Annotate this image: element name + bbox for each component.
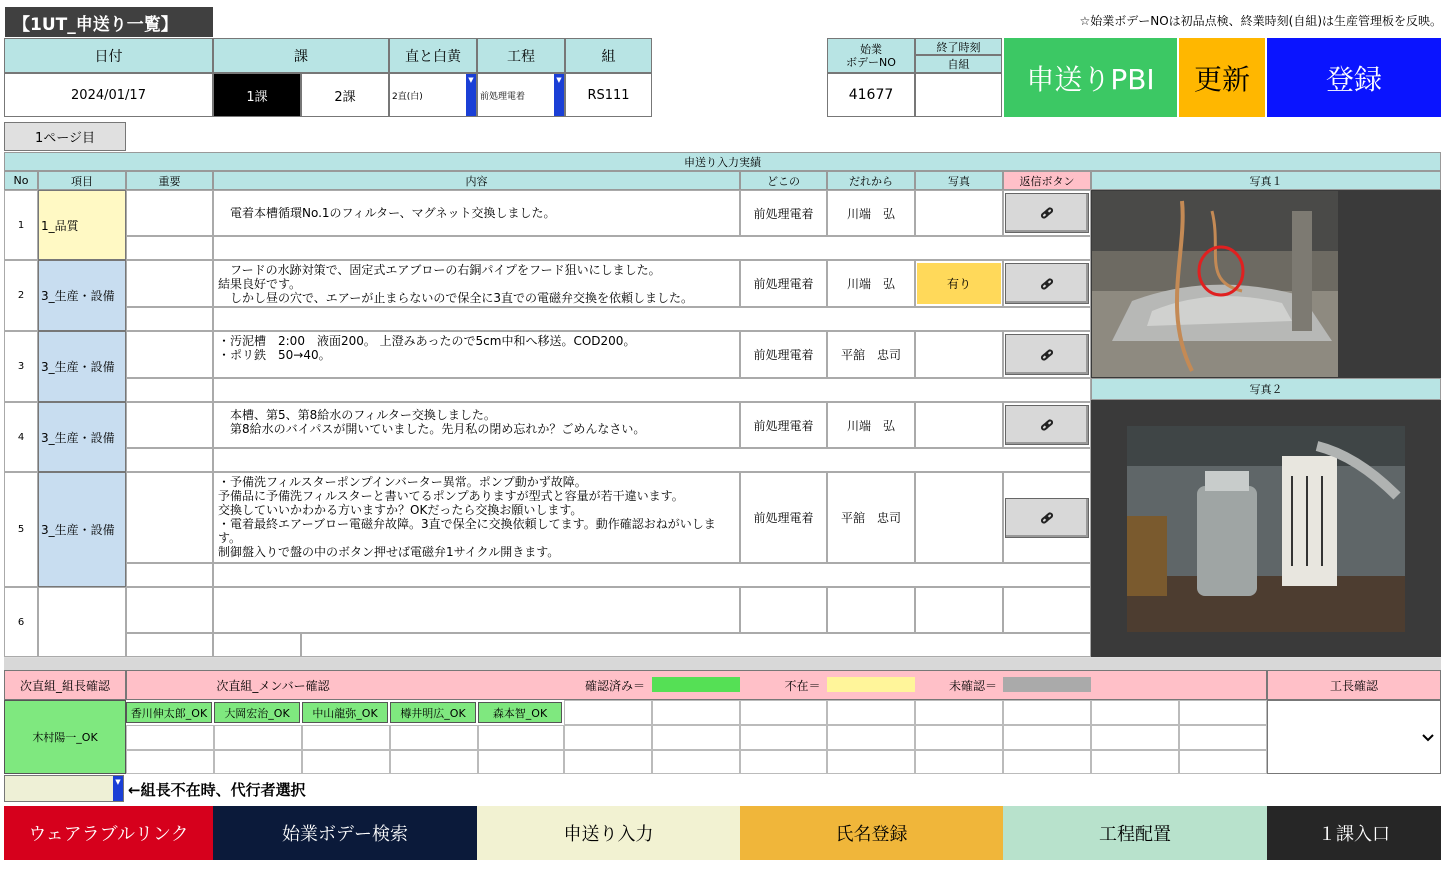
- link-icon: [1039, 510, 1055, 526]
- row-who: 平舘 忠司: [827, 472, 915, 563]
- row-content: 電着本槽循環No.1のフィルター、マグネット交換しました。: [213, 190, 740, 236]
- col-important: 重要: [126, 171, 213, 190]
- reply-button[interactable]: [1005, 193, 1089, 233]
- member-slot[interactable]: [1179, 700, 1267, 725]
- member-chip[interactable]: 森本智_OK: [478, 702, 562, 723]
- row-no: 6: [4, 587, 38, 657]
- nav-ka1-entrance[interactable]: １課入口: [1267, 806, 1441, 860]
- row-content: ・予備洗フィルスターポンプインバーター異常。ポンプ動かず故障。 予備品に予備洗フィルスターと書いてるポンプありますが型式と容量が若干違います。 交換していいかわかる方いますか？OKだったら交換お願いします。 ・電着最終エアーブロー電磁弁故障。3直で保全に交換依頼してます。動作確認おねがいします。 制御盤入りで盤の中のボタン押せば電磁弁1サイクル開きます。: [213, 472, 740, 563]
- member-slot[interactable]: [915, 750, 1003, 774]
- row-important[interactable]: [126, 402, 213, 448]
- member-chip[interactable]: 大岡宏治_OK: [214, 702, 300, 723]
- dropdown-arrow-icon[interactable]: ▼: [554, 74, 564, 116]
- nav-handover-input[interactable]: 申送り入力: [477, 806, 740, 860]
- row-sub-cell: [213, 633, 301, 657]
- member-slot[interactable]: [827, 725, 915, 750]
- row-where: 前処理電着: [740, 190, 827, 236]
- row-who: 平舘 忠司: [827, 331, 915, 378]
- reply-button[interactable]: [1005, 498, 1089, 538]
- row-where: 前処理電着: [740, 260, 827, 307]
- row-sub-cell: [126, 378, 213, 402]
- member-slot[interactable]: [126, 725, 214, 750]
- member-slot[interactable]: [652, 700, 740, 725]
- photo1-panel: [1091, 190, 1441, 378]
- member-slot[interactable]: [740, 725, 827, 750]
- confirmed-legend-swatch: [652, 677, 740, 692]
- row-sub-cell: [126, 633, 213, 657]
- member-slot[interactable]: [478, 725, 564, 750]
- member-slot[interactable]: [1091, 725, 1179, 750]
- row-where: 前処理電着: [740, 472, 827, 563]
- row-who: 川端 弘: [827, 402, 915, 448]
- photo2-panel: [1091, 400, 1441, 657]
- row-no: 3: [4, 331, 38, 402]
- row-important[interactable]: [126, 587, 213, 633]
- member-slot[interactable]: [302, 750, 390, 774]
- row-sub-cell: [126, 236, 213, 260]
- nav-wearable-link[interactable]: ウェアラブルリンク: [4, 806, 213, 860]
- chevron-down-icon: [1422, 734, 1434, 742]
- row-no: 2: [4, 260, 38, 331]
- member-slot[interactable]: [390, 750, 478, 774]
- unconfirmed-legend-swatch: [1003, 677, 1091, 692]
- row-no: 4: [4, 402, 38, 472]
- link-icon: [1039, 276, 1055, 292]
- row-content: [213, 587, 740, 633]
- page-title: 【1UT_申送り一覧】: [5, 7, 213, 37]
- reply-button[interactable]: [1005, 405, 1089, 445]
- row-photo: [915, 190, 1003, 236]
- process-select[interactable]: [477, 73, 565, 117]
- member-slot[interactable]: [1091, 700, 1179, 725]
- group-label: 組: [565, 38, 652, 73]
- row-sub-cell: [126, 448, 213, 472]
- member-slot[interactable]: [1003, 725, 1091, 750]
- row-important[interactable]: [126, 331, 213, 378]
- row-where: [740, 587, 827, 633]
- member-slot[interactable]: [915, 700, 1003, 725]
- row-no: 1: [4, 190, 38, 260]
- member-slot[interactable]: [564, 750, 652, 774]
- process-label: 工程: [477, 38, 565, 73]
- col-where: どこの: [740, 171, 827, 190]
- nav-name-register[interactable]: 氏名登録: [740, 806, 1003, 860]
- shift-select[interactable]: [389, 73, 477, 117]
- row-important[interactable]: [126, 190, 213, 236]
- member-slot[interactable]: [740, 750, 827, 774]
- member-slot[interactable]: [214, 750, 302, 774]
- col-who: だれから: [827, 171, 915, 190]
- member-chip[interactable]: 中山龍弥_OK: [302, 702, 388, 723]
- member-slot[interactable]: [564, 725, 652, 750]
- chief-confirm-select[interactable]: [1267, 700, 1441, 774]
- member-slot[interactable]: [652, 750, 740, 774]
- row-sub-cell: [213, 563, 1091, 587]
- member-slot[interactable]: [915, 725, 1003, 750]
- row-important[interactable]: [126, 472, 213, 563]
- col-reply: 返信ボタン: [1003, 171, 1091, 190]
- member-slot[interactable]: [1179, 725, 1267, 750]
- row-reply-cell: [1003, 587, 1091, 633]
- row-sub-cell: [126, 563, 213, 587]
- row-who: [827, 587, 915, 633]
- member-slot[interactable]: [740, 700, 827, 725]
- photo2-header: 写真２: [1091, 378, 1441, 400]
- unconfirmed-legend-label: 未確認＝: [948, 678, 997, 693]
- end-time-value: [915, 73, 1002, 117]
- row-content: フードの水跡対策で、固定式エアブローの右銅パイプをフード狙いにしました。 結果良好です。 しかし昼の穴で、エアーが止まらないので保全に3直での電磁弁交換を依頼しました。: [213, 260, 740, 307]
- member-slot[interactable]: [827, 700, 915, 725]
- chief-confirm-label: 工長確認: [1267, 670, 1441, 700]
- end-time-sub-label: 自組: [915, 55, 1002, 73]
- page-tab[interactable]: 1ページ目: [4, 122, 126, 151]
- row-sub-cell: [213, 448, 1091, 472]
- member-confirm-label: 次直組_メンバー確認: [216, 678, 330, 693]
- member-slot[interactable]: [564, 700, 652, 725]
- member-slot[interactable]: [302, 725, 390, 750]
- table-caption: 申送り入力実績: [4, 152, 1441, 171]
- col-photo1: 写真１: [1091, 171, 1441, 190]
- ka2-button[interactable]: 2課: [301, 73, 389, 117]
- member-slot[interactable]: [214, 725, 302, 750]
- pbi-button[interactable]: 申送りPBI: [1004, 38, 1177, 117]
- row-reply-cell: [1003, 472, 1091, 563]
- row-photo: [915, 587, 1003, 633]
- member-slot[interactable]: [1091, 750, 1179, 774]
- header-note: ☆始業ボデーNOは初品点検、終業時刻(自組)は生産管理板を反映。: [1079, 14, 1442, 28]
- leader-confirm-label: 次直組_組長確認: [4, 670, 126, 700]
- member-slot[interactable]: [827, 750, 915, 774]
- member-slot[interactable]: [478, 750, 564, 774]
- reply-button[interactable]: [1005, 334, 1089, 375]
- end-time-label: 終了時刻: [915, 38, 1002, 55]
- member-chip[interactable]: 樽井明広_OK: [390, 702, 476, 723]
- row-reply-cell: [1003, 190, 1091, 236]
- member-slot[interactable]: [126, 750, 214, 774]
- row-sub-cell: [213, 378, 1091, 402]
- row-where: 前処理電着: [740, 331, 827, 378]
- col-photo: 写真: [915, 171, 1003, 190]
- row-photo: [915, 472, 1003, 563]
- process-value: 前処理電着: [480, 91, 526, 102]
- absent-legend-label: 不在＝: [784, 678, 821, 693]
- nav-body-search[interactable]: 始業ボデー検索: [213, 806, 477, 860]
- shift-value: 2直(白): [392, 91, 423, 102]
- nav-process-placement[interactable]: 工程配置: [1003, 806, 1267, 860]
- row-item: 3_生産・設備: [38, 331, 126, 402]
- photo2-image[interactable]: [1127, 426, 1405, 632]
- col-content: 内容: [213, 171, 740, 190]
- row-content: 本槽、第5、第8給水のフィルター交換しました。 第8給水のバイパスが開いていました。先月私の閉め忘れか？ごめんなさい。: [213, 402, 740, 448]
- shift-label: 直と白黄: [389, 38, 477, 73]
- row-item: 3_生産・設備: [38, 402, 126, 472]
- row-reply-cell: [1003, 402, 1091, 448]
- body-no-value: 41677: [827, 73, 915, 117]
- row-sub-cell: [126, 307, 213, 331]
- row-who: 川端 弘: [827, 190, 915, 236]
- ka1-button[interactable]: 1課: [213, 73, 301, 117]
- substitute-select[interactable]: [4, 775, 124, 802]
- member-slot[interactable]: [1003, 700, 1091, 725]
- row-item: 1_品質: [38, 190, 126, 260]
- row-sub-cell: [213, 236, 1091, 260]
- link-icon: [1039, 205, 1055, 221]
- row-item: 3_生産・設備: [38, 472, 126, 587]
- row-photo-cell: [915, 260, 1003, 307]
- row-sub-cell: [301, 633, 1091, 657]
- dropdown-arrow-icon[interactable]: ▼: [113, 776, 123, 801]
- row-photo: [915, 402, 1003, 448]
- member-chip[interactable]: 香川伸太郎_OK: [126, 702, 212, 723]
- row-content: ・汚泥槽 2:00 液面200。 上澄みあったので5cm中和へ移送。COD200。 ・ポリ鉄 50→40。: [213, 331, 740, 378]
- body-no-label: 始業 ボデーNO: [827, 38, 915, 73]
- link-icon: [1039, 347, 1055, 363]
- photo1-image[interactable]: [1092, 191, 1338, 377]
- row-reply-cell: [1003, 331, 1091, 378]
- row-where: 前処理電着: [740, 402, 827, 448]
- member-slot[interactable]: [390, 725, 478, 750]
- date-field[interactable]: 2024/01/17: [4, 73, 213, 117]
- member-slot[interactable]: [1003, 750, 1091, 774]
- row-reply-cell: [1003, 260, 1091, 307]
- date-label: 日付: [4, 38, 213, 73]
- row-item: [38, 587, 126, 657]
- substitute-label: ←組長不在時、代行者選択: [128, 781, 306, 799]
- reply-button[interactable]: [1005, 263, 1089, 304]
- confirmed-legend-label: 確認済み＝: [584, 678, 645, 693]
- row-photo: [915, 331, 1003, 378]
- row-who: 川端 弘: [827, 260, 915, 307]
- col-item: 項目: [38, 171, 126, 190]
- member-slot[interactable]: [652, 725, 740, 750]
- leader-confirm-value[interactable]: 木村陽一_OK: [4, 700, 126, 774]
- dropdown-arrow-icon[interactable]: ▼: [466, 74, 476, 116]
- row-sub-cell: [213, 307, 1091, 331]
- absent-legend-swatch: [827, 677, 915, 692]
- register-button[interactable]: 登録: [1267, 38, 1441, 117]
- photo-exists-badge[interactable]: 有り: [917, 263, 1001, 304]
- row-important[interactable]: [126, 260, 213, 307]
- col-no: No: [4, 171, 38, 190]
- row-item: 3_生産・設備: [38, 260, 126, 331]
- member-slot[interactable]: [1179, 750, 1267, 774]
- section-divider: [4, 658, 1441, 670]
- update-button[interactable]: 更新: [1179, 38, 1265, 117]
- group-field[interactable]: RS111: [565, 73, 652, 117]
- row-no: 5: [4, 472, 38, 587]
- link-icon: [1039, 417, 1055, 433]
- ka-label: 課: [213, 38, 389, 73]
